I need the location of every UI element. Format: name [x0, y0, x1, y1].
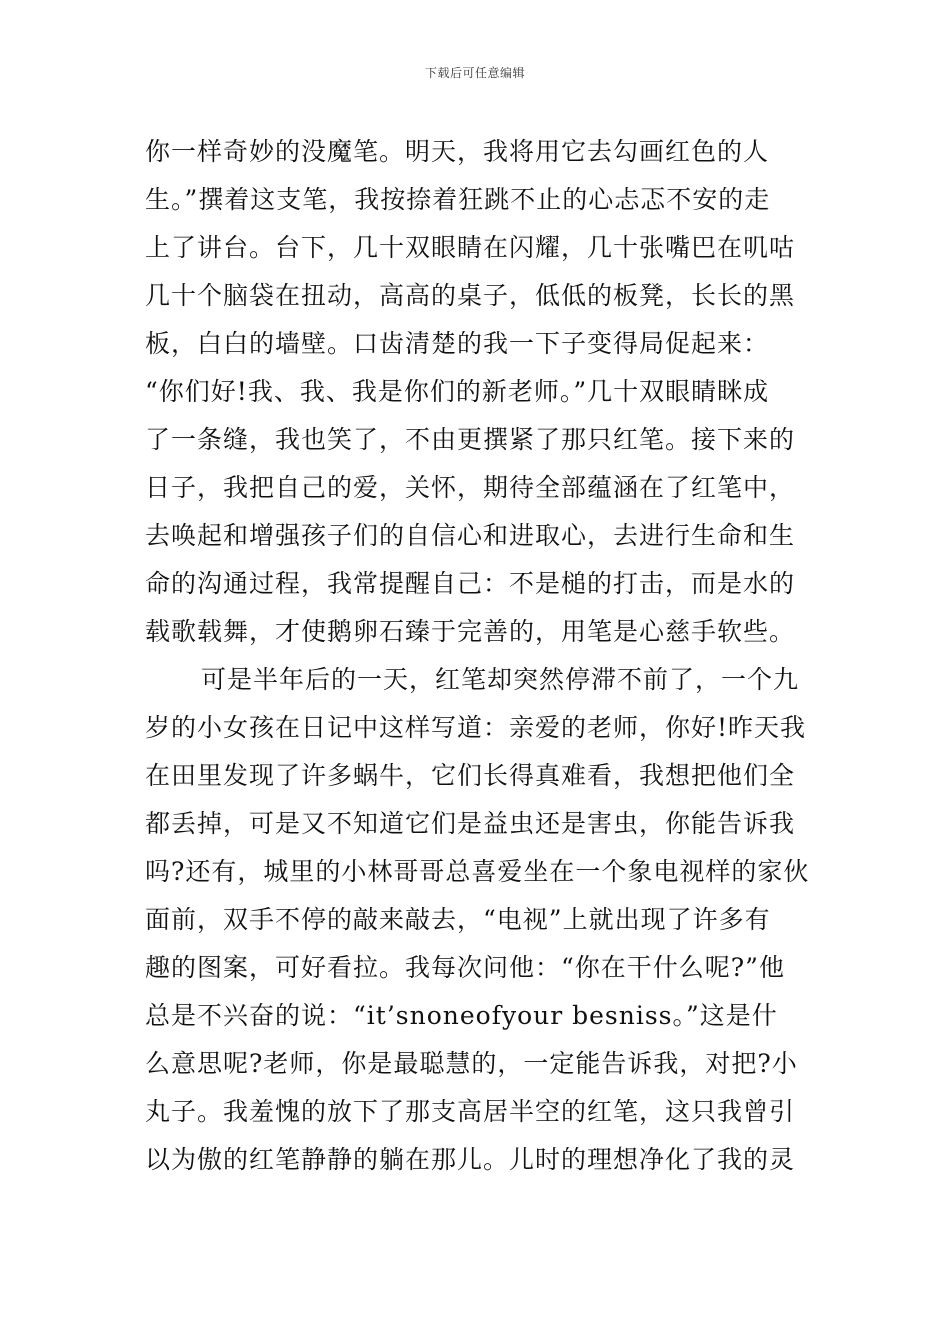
body-text	[145, 128, 810, 1184]
text-line: 么意思呢?老师，你是最聪慧的，一定能告诉我，对把?小	[145, 1049, 798, 1078]
text-line: 板，白白的墙壁。口齿清楚的我一下子变得局促起来：	[145, 329, 770, 358]
text-line: 都丢掉，可是又不知道它们是益虫还是害虫，你能告诉我	[145, 809, 796, 838]
paragraph-start-line: 可是半年后的一天，红笔却突然停滞不前了，一个九	[201, 665, 800, 694]
text-line: 岁的小女孩在日记中这样写道：亲爱的老师，你好!昨天我	[145, 713, 807, 742]
text-line: 生。”撰着这支笔，我按捺着狂跳不止的心忐忑不安的走	[145, 185, 771, 214]
text-line: 上了讲台。台下，几十双眼睛在闪耀，几十张嘴巴在叽咕	[145, 233, 796, 262]
text-line: 几十个脑袋在扭动，高高的桌子，低低的板凳，长长的黑	[145, 281, 796, 310]
text-line: 载歌载舞，才使鹅卵石臻于完善的，用笔是心慈手软些。	[145, 617, 796, 646]
text-line: “你们好!我、我、我是你们的新老师。”几十双眼睛眯成	[145, 377, 770, 406]
text-line: 面前，双手不停的敲来敲去，“电视”上就出现了许多有	[145, 905, 771, 934]
text-line: 吗?还有，城里的小林哥哥总喜爱坐在一个象电视样的家伙	[145, 857, 810, 886]
text-line: 命的沟通过程，我常提醒自己：不是槌的打击，而是水的	[145, 569, 796, 598]
text-line: 去唤起和增强孩子们的自信心和进取心，去进行生命和生	[145, 521, 796, 550]
page-header: 下载后可任意编辑	[424, 66, 525, 80]
text-line: 在田里发现了许多蜗牛，它们长得真难看，我想把他们全	[145, 761, 796, 790]
text-line: 了一条缝，我也笑了，不由更撰紧了那只红笔。接下来的	[145, 425, 796, 454]
text-line: 以为傲的红笔静静的躺在那儿。儿时的理想净化了我的灵	[145, 1145, 796, 1174]
text-line: 日子，我把自己的爱，关怀，期待全部蕴涵在了红笔中，	[145, 473, 796, 502]
text-line: 丸子。我羞愧的放下了那支高居半空的红笔，这只我曾引	[145, 1097, 796, 1126]
text-line: 总是不兴奋的说：“it’snoneofyour besniss。”这是什	[145, 1001, 778, 1030]
text-line: 趣的图案，可好看拉。我每次问他：“你在干什么呢?”他	[145, 953, 785, 982]
text-line: 你一样奇妙的没魔笔。明天，我将用它去勾画红色的人	[145, 137, 770, 166]
